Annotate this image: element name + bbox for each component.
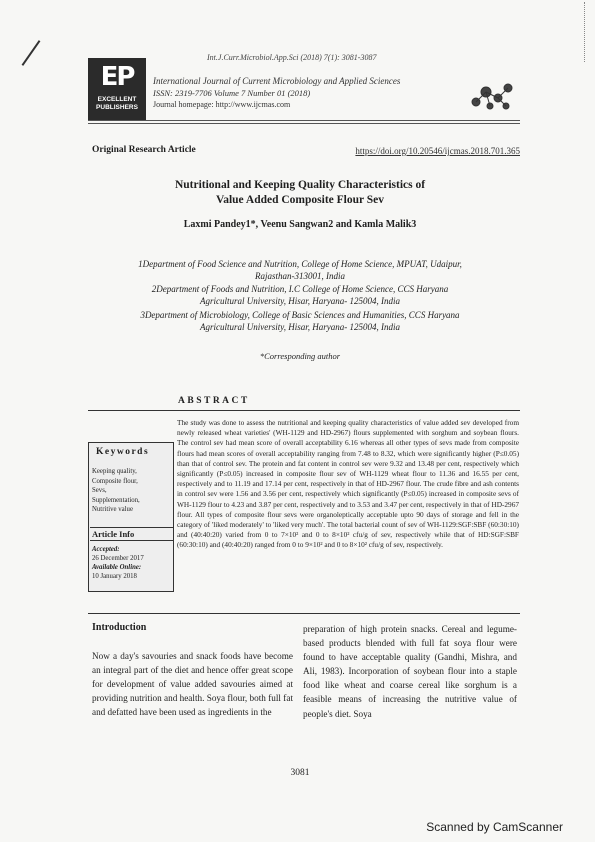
keyword: Keeping quality, [92,468,137,475]
header-rule [88,120,520,121]
affiliation-line: Rajasthan-313001, India [255,271,345,281]
accepted-label: Accepted: [92,546,120,553]
online-label: Available Online: [92,564,142,571]
online-date: 10 January 2018 [92,573,137,580]
page-number: 3081 [290,768,310,778]
keyword: Composite flour, [92,477,138,485]
article-info-list [92,545,170,581]
corresponding-author: *Corresponding author [259,351,341,361]
keyword: Supplementation, [92,496,140,504]
journal-issn: ISSN: 2319-7706 Volume 7 Number 01 (2018) [153,88,311,98]
doi-link[interactable]: https://doi.org/10.20546/ijcmas.2018.701.365 [355,146,520,156]
introduction-heading: Introduction [92,622,147,633]
title-line: Nutritional and Keeping Quality Characteristics of [174,179,426,191]
affiliation-line: Agricultural University, Hisar, Haryana- 125004, India [200,296,400,306]
accepted-date: 26 December 2017 [92,555,144,562]
title-line: Value Added Composite Flour Sev [215,194,385,206]
intro-left-column: Now a day's savouries and snack foods have become an integral part of the diet and hence offer great scope for development of value added savouries aimed at providing nutrition and health. Soya flour, both full fat and defatted have been used as ingredients in the [92,651,293,718]
scan-edge-mark [570,2,585,62]
keywords-list [92,467,170,515]
keywords-heading: Keywords [96,447,150,457]
journal-citation: Int.J.Curr.Microbiol.App.Sci (2018) 7(1): 3081-3087 [207,53,377,62]
intro-right-column: preparation of high protein snacks. Cereal and legume-based products blended with full fat soya flour were found to have acceptable quality (Gandhi, Mishra, and Ali, 1983). Incorporation of soybean flour into a staple food like wheat and coarse cereal like sorghum is a feasible means of increasing the nutritive value of people's diet. Soya [303,624,517,719]
authors: Laxmi Pandey1*, Veenu Sangwan2 and Kamla Malik3 [183,219,417,230]
affiliation-line: 3Department of Microbiology, College of Basic Sciences and Humanities, CCS Haryana [140,310,460,320]
header-rule [88,123,520,124]
affiliation-line: Agricultural University, Hisar, Haryana- 125004, India [200,322,400,332]
logo-letters: EP [100,62,134,92]
logo-text: EXCELLENT PUBLISHERS [96,96,138,111]
article-info-heading: Article Info [90,527,174,541]
affiliation-line: 2Department of Foods and Nutrition, I.C College of Home Science, CCS Haryana [151,284,449,294]
abstract-text: The study was done to assess the nutritional and keeping quality characteristics of value added sev developed from newly released wheat varieties' (WH-1129 and HD-2967) flours supplemented with sorghum and soybean flours. The control sev had mean score of overall acceptability 6.16 whereas all other types of sevs made from composite flours had mean scores of overall acceptability ranging from 7.48 to 8.32, which were significantly higher (P≤0.05) than that of control sev. The protein and fat content in control sev were 9.32 and 13.48 per cent, respectively which significantly (P≤0.05) increased in composite flour sev of WH-1129 wheat flour to 11.36 and 16.55 per cent, respectively and to 11.19 and 17.14 per cent, respectively in that of HD-2967 flour. The crude fibre and ash contents in control sev were 1.56 and 3.56 per cent, respectively which significantly (P≤0.05) increased in composite sevs of WH-1129 flour to 4.23 and 3.87 per cent, respectively and to 3.53 and 3.47 per cent, respectively in that of HD-2967 flour. All types of composite flour sevs were organoleptically acceptable upto 90 days of storage and fell in the category of 'liked moderately' to 'liked very much'. The total bacterial count of sev of WH-1129:SGF:SBF (60:30:10) and (40:40:20) varied from 0 to 7×10² and 0 to 8×10² cfu/g of sev, respectively while that of HD:SGF:SBF (60:30:10) and (40:40:20) ranged from 0 to 9×10² and 0 to 8×10² cfu/g of sev, respectively. [177,418,519,550]
affiliation-line: 1Department of Food Science and Nutrition, College of Home Science, MPUAT, Udaipur, [138,259,462,269]
pen-mark [22,40,41,66]
journal-homepage[interactable]: Journal homepage: http://www.ijcmas.com [153,100,291,109]
abstract-rule [88,410,520,411]
abstract-rule [88,613,520,614]
abstract-heading: ABSTRACT [178,396,250,406]
scanner-watermark: Scanned by CamScanner [426,820,563,834]
publisher-logo [88,58,146,120]
journal-name: International Journal of Current Microbiology and Applied Sciences [153,76,401,86]
molecule-icon [468,78,516,114]
paper-title [100,178,500,208]
keyword: Sevs, [92,487,107,494]
article-type: Original Research Article [92,145,196,155]
keyword: Nutritive value [92,506,133,513]
